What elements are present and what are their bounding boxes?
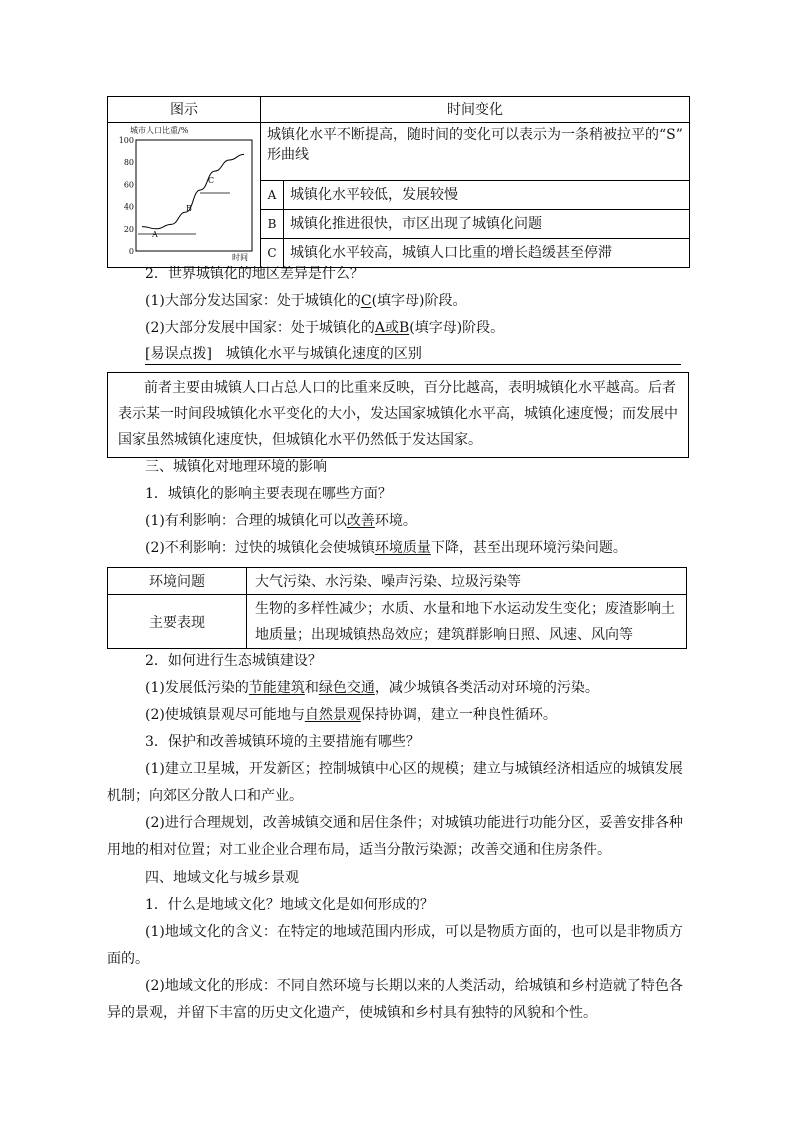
- sec3-b1-post: ，减少城镇各类活动对环境的污染。: [374, 680, 599, 696]
- tip-line-1: 前者主要由城镇人口占总人口的比重来反映，百分比越高，表明城镇化水平越高。后者: [144, 380, 676, 396]
- q2-block: [145, 264, 705, 344]
- sec3-b1-fill2: 绿色交通: [318, 680, 375, 696]
- sec3-title: 三、城镇化对地理环境的影响: [145, 459, 327, 475]
- sec3-c1-line-2: 机制；向郊区分散人口和产业。: [107, 788, 303, 804]
- sec3-b1-mid: 和: [304, 680, 319, 696]
- sec4-d1-line-2: 面的。: [107, 951, 149, 967]
- y-tick-label: 0: [128, 247, 134, 256]
- tip-heading-text: [易误点拨] 城镇化水平与城镇化速度的区别: [145, 346, 422, 362]
- q2-a2-pre: (2)大部分发展中国家：处于城镇化的: [145, 320, 375, 336]
- chart-xlabel: 时间: [232, 253, 248, 261]
- section-4: [107, 868, 697, 1028]
- sec3-a2: [145, 538, 627, 558]
- stage-table: [107, 96, 690, 268]
- row-b-key: B: [261, 209, 284, 238]
- sec3-b1-pre: (1)发展低污染的: [145, 680, 249, 696]
- sec3-b1: [145, 678, 599, 698]
- sec3-b2: [145, 705, 557, 725]
- eco-city-block: [145, 651, 705, 731]
- q2-answer-1: [145, 291, 467, 311]
- row-c-key: C: [261, 238, 284, 267]
- row-c-text: 城镇化水平较高，城镇人口比重的增长趋缓甚至停滞: [284, 238, 690, 267]
- q2-answer-2: [145, 318, 504, 338]
- q2-a2-post: (填字母)阶段。: [409, 320, 505, 336]
- header-diagram: 图示: [108, 97, 261, 123]
- sec3-a1-pre: (1)有利影响：合理的城镇化可以: [145, 513, 347, 529]
- env-problem-label: 环境问题: [108, 568, 247, 595]
- tip-line-3: 国家虽然城镇化速度快，但城镇化水平仍然低于发达国家。: [118, 432, 482, 448]
- q2-a1-post: (填字母)阶段。: [371, 293, 467, 309]
- y-tick-label: 100: [118, 136, 134, 145]
- sec3-a1-fill: 改善: [346, 513, 375, 529]
- sec4-title: 四、地域文化与城乡景观: [145, 870, 299, 886]
- q2-a1-pre: (1)大部分发达国家：处于城镇化的: [145, 293, 361, 309]
- tip-heading: [145, 344, 681, 365]
- tip-box: [107, 372, 689, 458]
- env-manifest-line-1: 生物的多样性减少；水质、水量和地下水运动发生变化；废渣影响土: [255, 600, 675, 617]
- env-manifest-line-2: 地质量；出现城镇热岛效应；建筑群影响日照、风速、风向等: [255, 626, 633, 643]
- sec3-a2-fill: 环境质量: [374, 540, 431, 556]
- sec3-a1-post: 环境。: [374, 513, 417, 529]
- urbanization-chart-cell: [108, 123, 261, 268]
- y-tick-label: 20: [123, 224, 134, 234]
- q2-a2-fill: A或B: [374, 320, 410, 336]
- q2-title: 2．世界城镇化的地区差异是什么？: [145, 266, 364, 282]
- sec3-b1-fill1: 节能建筑: [248, 680, 305, 696]
- urbanization-s-curve-chart: [108, 123, 260, 261]
- sec3-b2-pre: (2)使城镇景观尽可能地与: [145, 707, 305, 723]
- row-b-text: 城镇化推进很快，市区出现了城镇化问题: [284, 209, 690, 238]
- desc-line-2: 形曲线: [267, 147, 309, 163]
- sec4-d2-line-2: 异的景观，并留下丰富的历史文化遗产，使城镇和乡村具有独特的风貌和个性。: [107, 1005, 597, 1021]
- q2-a1-fill: C: [360, 293, 372, 309]
- sec3-b2-fill: 自然景观: [304, 707, 361, 723]
- row-a-text: 城镇化水平较低，发展较慢: [284, 181, 690, 209]
- stage-a-label: A: [152, 230, 158, 239]
- desc-line-1: 城镇化水平不断提高，随时间的变化可以表示为一条稍被拉平的“S”: [267, 127, 683, 143]
- y-tick-label: 80: [123, 158, 134, 168]
- env-manifest-text: [247, 595, 687, 649]
- header-time-change: 时间变化: [261, 97, 690, 123]
- tip-line-2: 表示某一时间段城镇化水平变化的大小，发达国家城镇化水平高，城镇化速度慢；而发展中: [118, 406, 678, 422]
- y-tick-label: 40: [123, 202, 134, 212]
- s-curve-description: [261, 123, 690, 181]
- sec3-a2-pre: (2)不利影响：过快的城镇化会使城镇: [145, 540, 375, 556]
- sec3-b2-post: 保持协调，建立一种良性循环。: [360, 707, 557, 723]
- environment-table: [107, 567, 687, 649]
- section-3: [145, 457, 705, 567]
- sec3-a2-post: 下降，甚至出现环境污染问题。: [430, 540, 627, 556]
- sec4-d1-line-1: (1)地域文化的含义：在特定的地域范围内形成，可以是物质方面的，也可以是非物质方: [145, 924, 683, 940]
- env-problem-text: 大气污染、水污染、噪声污染、垃圾污染等: [247, 568, 687, 595]
- sec3-q3: 3．保护和改善城镇环境的主要措施有哪些？: [145, 734, 420, 750]
- row-a-key: A: [261, 181, 284, 209]
- sec3-c2-line-2: 用地的相对位置；对工业企业合理布局，适当分散污染源；改善交通和住房条件。: [107, 842, 611, 858]
- measures-block: [107, 732, 697, 862]
- s-curve-line: [142, 154, 244, 228]
- sec3-c2-line-1: (2)进行合理规划，改善城镇交通和居住条件；对城镇功能进行功能分区，妥善安排各种: [145, 815, 683, 831]
- sec3-c1-line-1: (1)建立卫星城，开发新区；控制城镇中心区的规模；建立与城镇经济相适应的城镇发展: [145, 761, 683, 777]
- sec3-a1: [145, 511, 417, 531]
- chart-ylabel: 城市人口比重/%: [130, 126, 189, 135]
- env-manifest-label: 主要表现: [108, 595, 247, 649]
- y-tick-label: 60: [123, 180, 134, 190]
- sec3-q2: 2．如何进行生态城镇建设？: [145, 653, 322, 669]
- sec4-d2-line-1: (2)地域文化的形成：不同自然环境与长期以来的人类活动，给城镇和乡村造就了特色各: [145, 978, 683, 994]
- stage-b-label: B: [186, 204, 192, 213]
- sec4-q1: 1．什么是地域文化？地域文化是如何形成的？: [145, 897, 434, 913]
- stage-c-label: C: [208, 176, 215, 185]
- sec3-q1: 1．城镇化的影响主要表现在哪些方面？: [145, 486, 392, 502]
